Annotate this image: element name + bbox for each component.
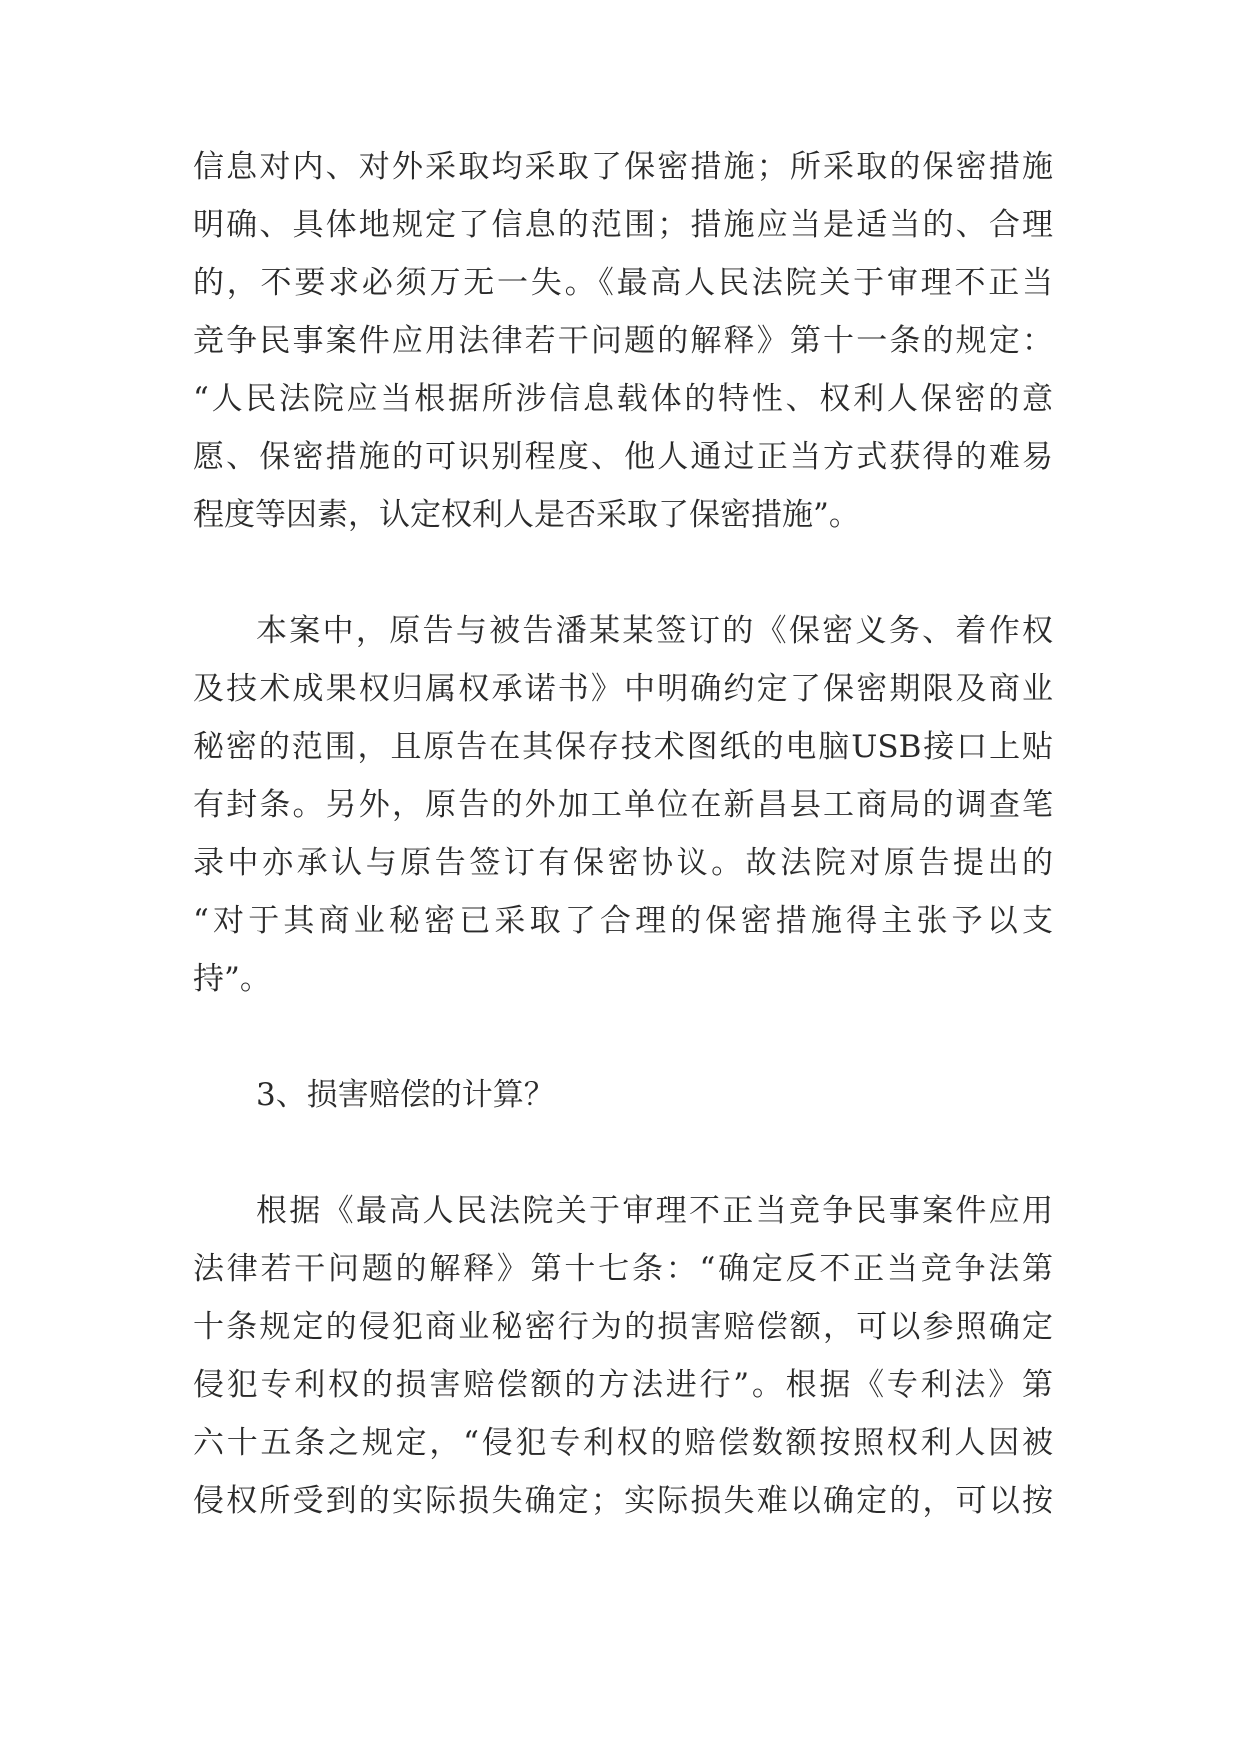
paragraph-1-line-6: 愿、保密措施的可识别程度、他人通过正当方式获得的难易 bbox=[193, 439, 1053, 475]
paragraph-1-line-4: 竞争民事案件应用法律若干问题的解释》第十一条的规定： bbox=[193, 323, 1053, 359]
paragraph-1-line-2: 明确、具体地规定了信息的范围；措施应当是适当的、合理 bbox=[193, 207, 1053, 243]
paragraph-3-line-4: 侵犯专利权的损害赔偿额的方法进行”。根据《专利法》第 bbox=[193, 1367, 1053, 1403]
paragraph-3-line-1: 根据《最高人民法院关于审理不正当竞争民事案件应用 bbox=[256, 1193, 1053, 1229]
paragraph-3-line-3: 十条规定的侵犯商业秘密行为的损害赔偿额，可以参照确定 bbox=[193, 1309, 1053, 1345]
paragraph-3-line-5: 六十五条之规定，“侵犯专利权的赔偿数额按照权利人因被 bbox=[193, 1425, 1053, 1461]
paragraph-2-line-5: 录中亦承认与原告签订有保密协议。故法院对原告提出的 bbox=[193, 845, 1053, 881]
paragraph-3-line-6: 侵权所受到的实际损失确定；实际损失难以确定的，可以按 bbox=[193, 1483, 1053, 1519]
paragraph-1-line-7: 程度等因素，认定权利人是否采取了保密措施”。 bbox=[193, 497, 860, 533]
paragraph-1-line-1: 信息对内、对外采取均采取了保密措施；所采取的保密措施 bbox=[193, 149, 1053, 185]
paragraph-2-line-3: 秘密的范围，且原告在其保存技术图纸的电脑USB接口上贴 bbox=[193, 729, 1053, 765]
paragraph-2-line-2: 及技术成果权归属权承诺书》中明确约定了保密期限及商业 bbox=[193, 671, 1053, 707]
paragraph-2-line-1: 本案中，原告与被告潘某某签订的《保密义务、着作权 bbox=[256, 613, 1053, 649]
section-heading: 3、损害赔偿的计算？ bbox=[256, 1077, 555, 1113]
paragraph-2-line-7: 持”。 bbox=[193, 961, 271, 997]
paragraph-2-line-6: “对于其商业秘密已采取了合理的保密措施得主张予以支 bbox=[193, 903, 1053, 939]
paragraph-2-line-4: 有封条。另外，原告的外加工单位在新昌县工商局的调查笔 bbox=[193, 787, 1053, 823]
paragraph-1-line-5: “人民法院应当根据所涉信息载体的特性、权利人保密的意 bbox=[193, 381, 1053, 417]
paragraph-1-line-3: 的，不要求必须万无一失。《最高人民法院关于审理不正当 bbox=[193, 265, 1053, 301]
paragraph-3-line-2: 法律若干问题的解释》第十七条：“确定反不正当竞争法第 bbox=[193, 1251, 1053, 1287]
